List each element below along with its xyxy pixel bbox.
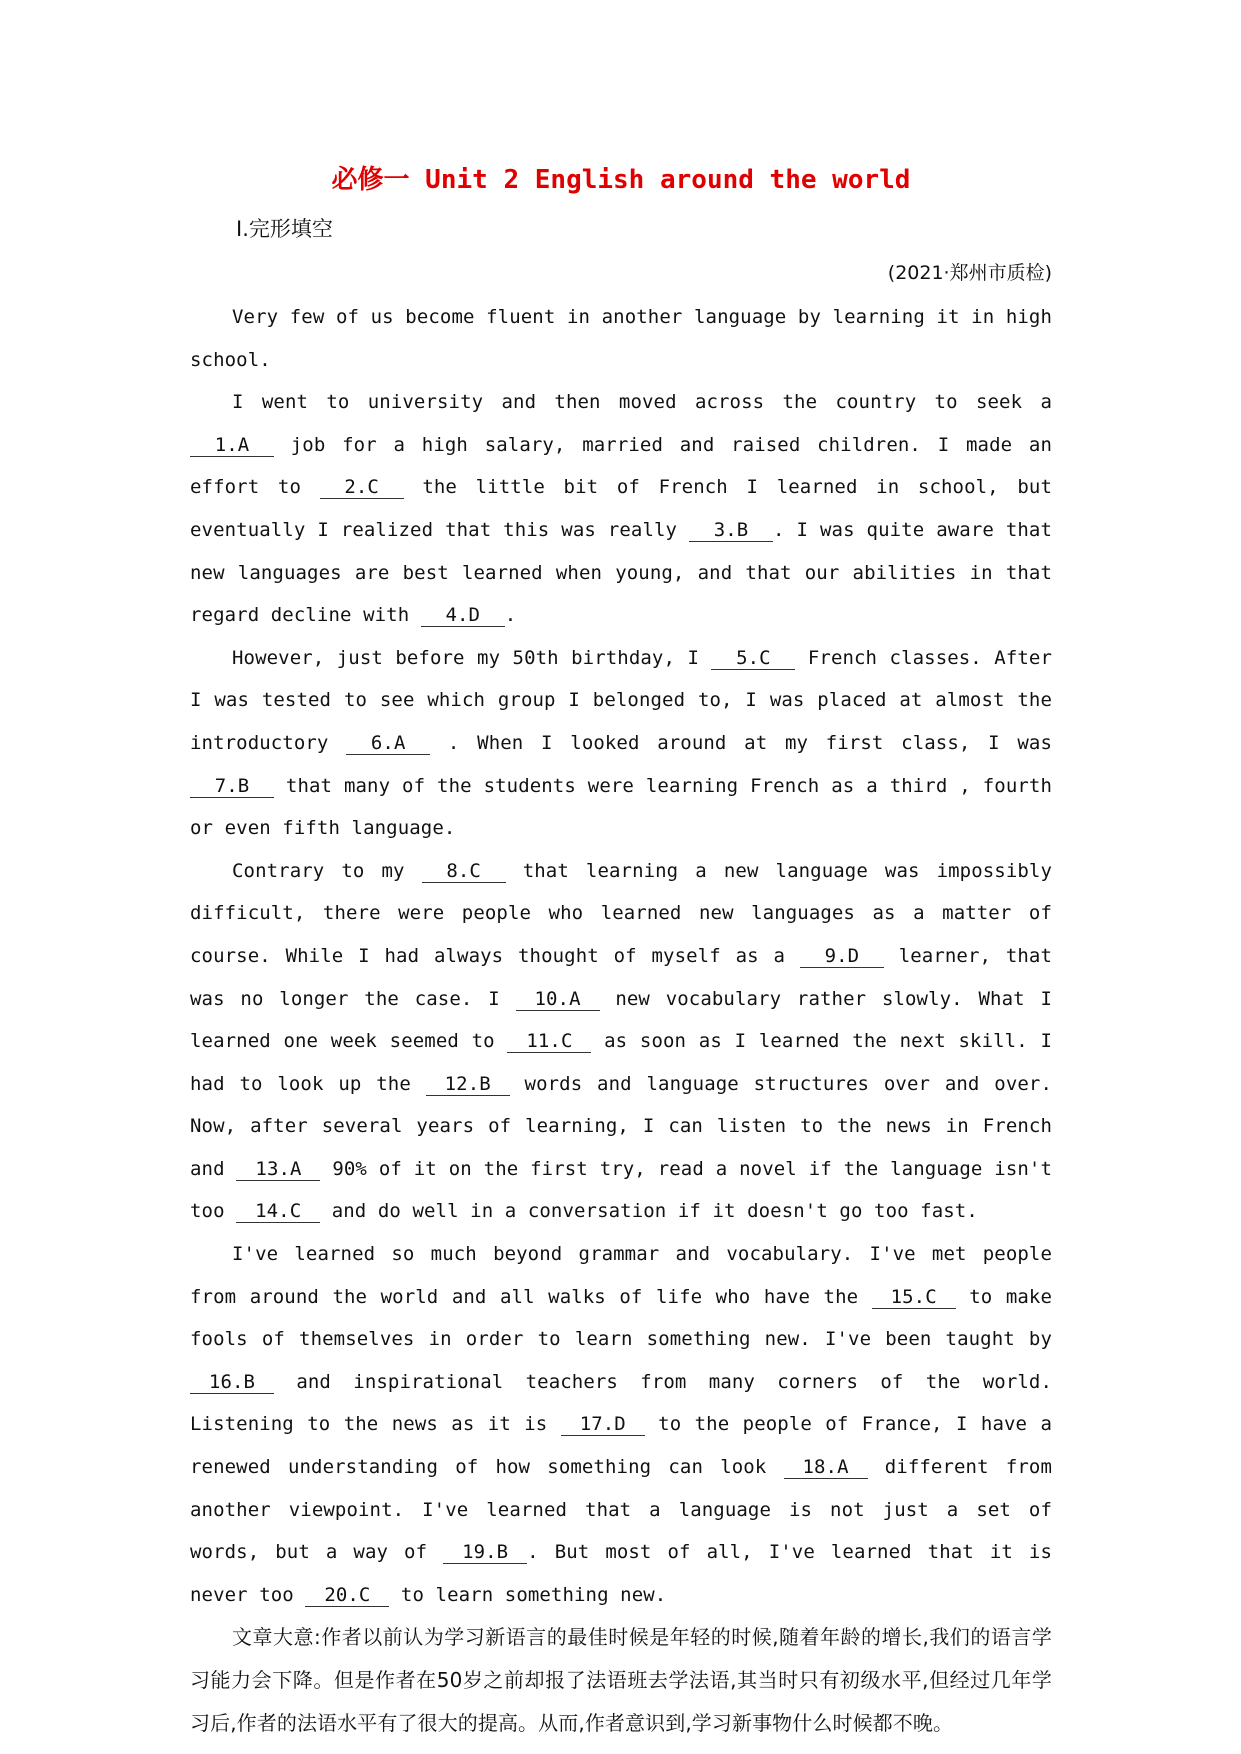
passage-text: and inspirational teachers from many corners of the world. Listening to the news as it is: [190, 1370, 1052, 1436]
passage-paragraph: [190, 381, 1052, 637]
passage-paragraph: [190, 850, 1052, 1233]
source-citation: (2021·郑州市质检): [887, 262, 1052, 284]
passage-text: Contrary to my: [232, 859, 422, 882]
answer-blank: 12.B: [426, 1073, 510, 1096]
answer-blank: 5.C: [711, 647, 795, 670]
answer-blank: 16.B: [190, 1371, 274, 1394]
answer-blank: 7.B: [190, 775, 274, 798]
answer-blank: 10.A: [516, 988, 600, 1011]
passage-text: Very few of us become fluent in another language by learning it in high school.: [190, 306, 1052, 371]
passage-text: words and language structures over and over. Now, after several years of learning, I can listen to the news in French and: [190, 1072, 1052, 1180]
passage-text: . But most of all, I've learned that it is never too: [190, 1541, 1053, 1606]
passage-text: to make fools of themselves in order to learn something new. I've been taught by: [190, 1285, 1052, 1351]
answer-blank: 17.D: [561, 1413, 645, 1436]
passage-paragraph: [190, 296, 1052, 381]
passage-text: learner, that was no longer the case. I: [190, 944, 1053, 1010]
passage-text: new vocabulary rather slowly. What I learned one week seemed to: [190, 987, 1052, 1053]
answer-blank: 8.C: [422, 860, 506, 883]
cloze-passage: [190, 296, 1052, 1744]
answer-blank: 14.C: [236, 1200, 320, 1223]
answer-blank: 11.C: [507, 1030, 591, 1053]
passage-text: I've learned so much beyond grammar and vocabulary. I've met people from around the world and all walks of life who have the: [190, 1243, 1052, 1308]
passage-text: . I was quite aware that new languages are best learned when young, and that our abilities in that regard decline with: [190, 518, 1052, 627]
passage-text: different from another viewpoint. I've learned that a language is not just a set of words, but a way of: [190, 1456, 1052, 1564]
passage-paragraph: [190, 637, 1052, 850]
answer-blank: 4.D: [421, 604, 505, 627]
passage-paragraph: [190, 1233, 1052, 1616]
answer-blank: 3.B: [689, 519, 773, 542]
passage-text: as soon as I learned the next skill. I had to look up the: [190, 1030, 1052, 1095]
answer-blank: 9.D: [800, 945, 884, 968]
passage-text: the little bit of French I learned in school, but eventually I realized that this was really: [190, 476, 1052, 541]
passage-text: .: [504, 604, 517, 627]
answer-blank: 18.A: [784, 1456, 868, 1479]
answer-blank: 15.C: [872, 1286, 956, 1309]
passage-text: job for a high salary, married and raised children. I made an effort to: [190, 433, 1052, 499]
answer-blank: 2.C: [320, 476, 404, 499]
answer-blank: 6.A: [346, 732, 430, 755]
passage-text: to the people of France, I have a renewed understanding of how something can look: [190, 1413, 1052, 1479]
answer-blank: 20.C: [305, 1584, 389, 1607]
page-title: 必修一 Unit 2 English around the world: [331, 165, 911, 195]
passage-text: 90% of it on the first try, read a novel if the language isn't too: [190, 1157, 1052, 1223]
passage-text: that learning a new language was impossibly difficult, there were people who learned new languages as a matter of course. While I had always thought of myself as a: [190, 859, 1052, 967]
passage-text: French classes. After I was tested to see which group I belonged to, I was placed at almost the introductory: [190, 646, 1052, 754]
passage-text: to learn something new.: [389, 1583, 667, 1606]
passage-text: that many of the students were learning French as a third , fourth or even fifth language.: [190, 774, 1052, 840]
answer-blank: 1.A: [190, 434, 274, 457]
passage-text: and do well in a conversation if it doesn't go too fast.: [320, 1200, 978, 1223]
summary-paragraph: 文章大意:作者以前认为学习新语言的最佳时候是年轻的时候,随着年龄的增长,我们的语言学习能力会下降。但是作者在50岁之前却报了法语班去学法语,其当时只有初级水平,但经过几年学习后,作者的法语水平有了很大的提高。从而,作者意识到,学习新事物什么时候都不晚。: [190, 1625, 1052, 1735]
passage-text: I went to university and then moved across the country to seek a: [232, 391, 1052, 414]
passage-text: . When I looked around at my first class, I was: [430, 731, 1052, 754]
answer-blank: 19.B: [443, 1541, 527, 1564]
passage-text: However, just before my 50th birthday, I: [232, 646, 712, 669]
section-heading: Ⅰ.完形填空: [236, 217, 333, 241]
answer-blank: 13.A: [236, 1158, 320, 1181]
